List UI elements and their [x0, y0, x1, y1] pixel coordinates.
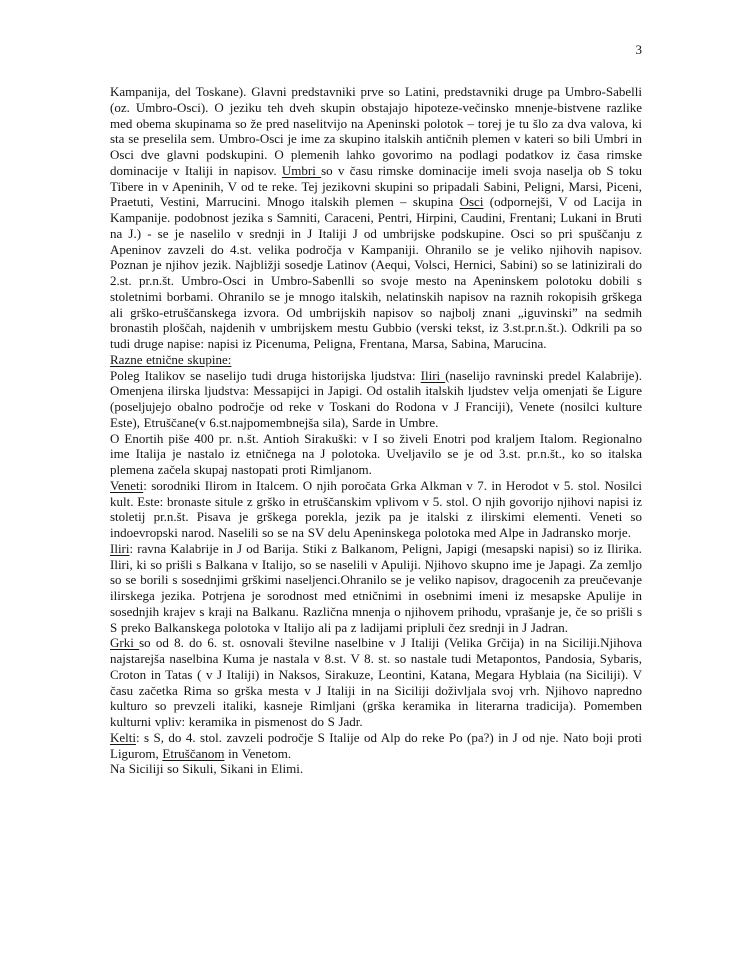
underlined-text: Iliri	[420, 367, 446, 383]
text-run: so v času rimske dominacije imeli svoja naselja ob S toku Tibere in v Apeninih, V od te reke. Tej jezikovni skupini so pripadali Sabini, Peligni, Marsi, Piceni, Praetuti, Vestini, Marrucini. Mnogo italskih plemen – skupina	[110, 162, 643, 210]
underlined-text: Umbri	[281, 162, 322, 178]
text-run: in Venetom.	[224, 745, 292, 761]
underlined-text: Kelti	[110, 729, 136, 745]
underlined-text: Osci	[459, 194, 484, 210]
para-sicilija	[110, 761, 642, 777]
text-run: Na Siciliji so Sikuli, Sikani in Elimi.	[110, 761, 304, 777]
text-run: (naselijo ravninski predel Kalabrije). Omenjena ilirska ljudstva: Messapijci in Japigi. Od ostalih italskih ljudstev velja omenjati še Ligure (poseljujejo obalno področje od reke v Toskani do Rodona v J Franciji), Venete (nosilci kulture Este), Etruščane(v 6.st.najpomembnejša sila), Sarde in Umbre.	[110, 367, 642, 430]
underlined-text: Etruščanom	[162, 745, 225, 761]
text-run: Kampanija, del Toskane). Glavni predstavniki prve so Latini, predstavniki druge pa Umbro-Sabelli (oz. Umbro-Osci). O jeziku teh dveh skupin obstajajo hipoteze-večinsko mnenje-bistvene razlike med obema skupinama so že pred naselitvijo na Apeninski polotok – torej je tu šlo za dva valova, ki sta se preselila sem. Umbro-Osci je ime za skupino italskih antičnih plemen v kateri so bili Umbri in Osci dve glavni podskupini. O plemenih lahko govorimo na podlagi podatkov iz časa rimske dominacije v Italiji in napisov.	[110, 84, 642, 178]
text-run: so od 8. do 6. st. osnovali številne naselbine v J Italiji (Velika Grčija) in na Siciliji.Njihova najstarejša naselbina Kuma je nastala v 8.st. V 8. st. so nastale tudi Metapontos, Pandosia, Sybaris, Croton in Tatas ( v J Italiji) in Naksos, Sirakuze, Leontini, Katana, Megara Hyblaia (na Siciliji). V času začetka Rima so grška mesta v J Italiji in na Siciliji doživljala svoj vrh. Njihovo napredno kulturo so prevzeli italiki, kasneje Rimljani (grška keramika in literarna tradicija). Pomemben kulturni vpliv: keramika in pismenost do S Jadr.	[110, 635, 642, 729]
para-veneti	[110, 478, 642, 541]
underlined-text: Razne etnične skupine:	[110, 351, 232, 367]
heading-razne-etnicne-skupine	[110, 352, 642, 368]
text-run: O Enortih piše 400 pr. n.št. Antioh Sirakuški: v I so živeli Enotri pod kraljem Italom. Regionalno ime Italija je nastalo iz etničnega na J polotoka. Uveljavilo se je od 3.st. pr.n.št., ko so italska plemena začela skupaj nastopati proti Rimljanom.	[110, 430, 642, 477]
para-kelti	[110, 730, 642, 762]
underlined-text: Veneti	[110, 477, 144, 493]
text-run: : sorodniki Ilirom in Italcem. O njih poročata Grka Alkman v 7. in Herodot v 5. stol. Nosilci kult. Este: bronaste situle z grško in etruščanskim vplivom v 5. stol. O njih govorijo njihovi napisi iz stoletij pr.n.št. Pisava je grškega porekla, jezik pa je italski z ilirskimi elementi. Veneti so indoevropski narod. Naselili so se na SV delu Apeninskega polotoka med Alpe in Jadransko morje.	[110, 477, 642, 540]
text-run: : s S, do 4. stol. zavzeli področje S Italije od Alp do reke Po (pa?) in J od nje. Nato boji proti Ligurom,	[110, 729, 642, 761]
para-enotri	[110, 431, 642, 478]
underlined-text: Grki	[110, 635, 140, 651]
para-umbro-osci	[110, 84, 642, 352]
para-iliri-intro	[110, 368, 642, 431]
para-grki	[110, 635, 642, 730]
page-number: 3	[635, 42, 642, 57]
text-run: : ravna Kalabrije in J od Barija. Stiki z Balkanom, Peligni, Japigi (mesapski napisi) so iz Ilirika. Iliri, ki so prišli s Balkana v Italijo, so se naselili v Apuliji. Njihovo skupno ime je Japagi. Za zemljo so se borili s sosednjimi grškimi naseljenci.Ohranilo se je veliko napisov, dragocenih za preučevanje ilirskega jezika. Potrjena je sorodnost med etničnimi in osebnimi imeni iz mesapske Apulije in sosednjih krajev s kraji na Balkanu. Različna mnenja o njihovem prihodu, vprašanje je, če so prišli s S preko Balkanskega polotoka v Italijo ali pa z ladijami pripluli čez srednji in J Jadran.	[110, 540, 642, 635]
text-run: (odpornejši, V od Lacija in Kampanije. podobnost jezika s Samniti, Caraceni, Pentri, Hirpini, Caudini, Frentani; Lukani in Bruti na J.) - se je naselilo v srednji in J Italiji J od umbrijske podskupine. Osci so pri spuščanju z Apeninov zavzeli do 4.st. velika področja v Kampaniji. Ohranilo se je veliko njihovih napisov. Poznan je njihov jezik. Najbližji sosedje Latinov (Aequi, Volsci, Hernici, Sabini) so se latinizirali do 2.st. pr.n.št. Umbro-Osci in Umbro-Sabenlli so svoje mesto na Apeninskem polotoku dobili s stoletnimi borbami. Ohranilo se je mnogo italskih, nelatinskih napisov na raznih rokopisih grškega ali grško-etruščanskega izvora. Od umbrijskih napisov so najbolj znani „iguvinski” na sedmih bronastih ploščah, najdenih v umbrijskem mestu Gubbio (verski tekst, iz 3.st.pr.n.št.). Odkrili pa so tudi druge napise: napisi iz Picenuma, Peligna, Frentana, Marsa, Sabina, Marucina.	[110, 194, 642, 351]
text-run: Poleg Italikov se naselijo tudi druga historijska ljudstva:	[110, 367, 421, 383]
document-body	[110, 84, 642, 777]
para-iliri	[110, 541, 642, 636]
underlined-text: Iliri	[110, 540, 130, 556]
